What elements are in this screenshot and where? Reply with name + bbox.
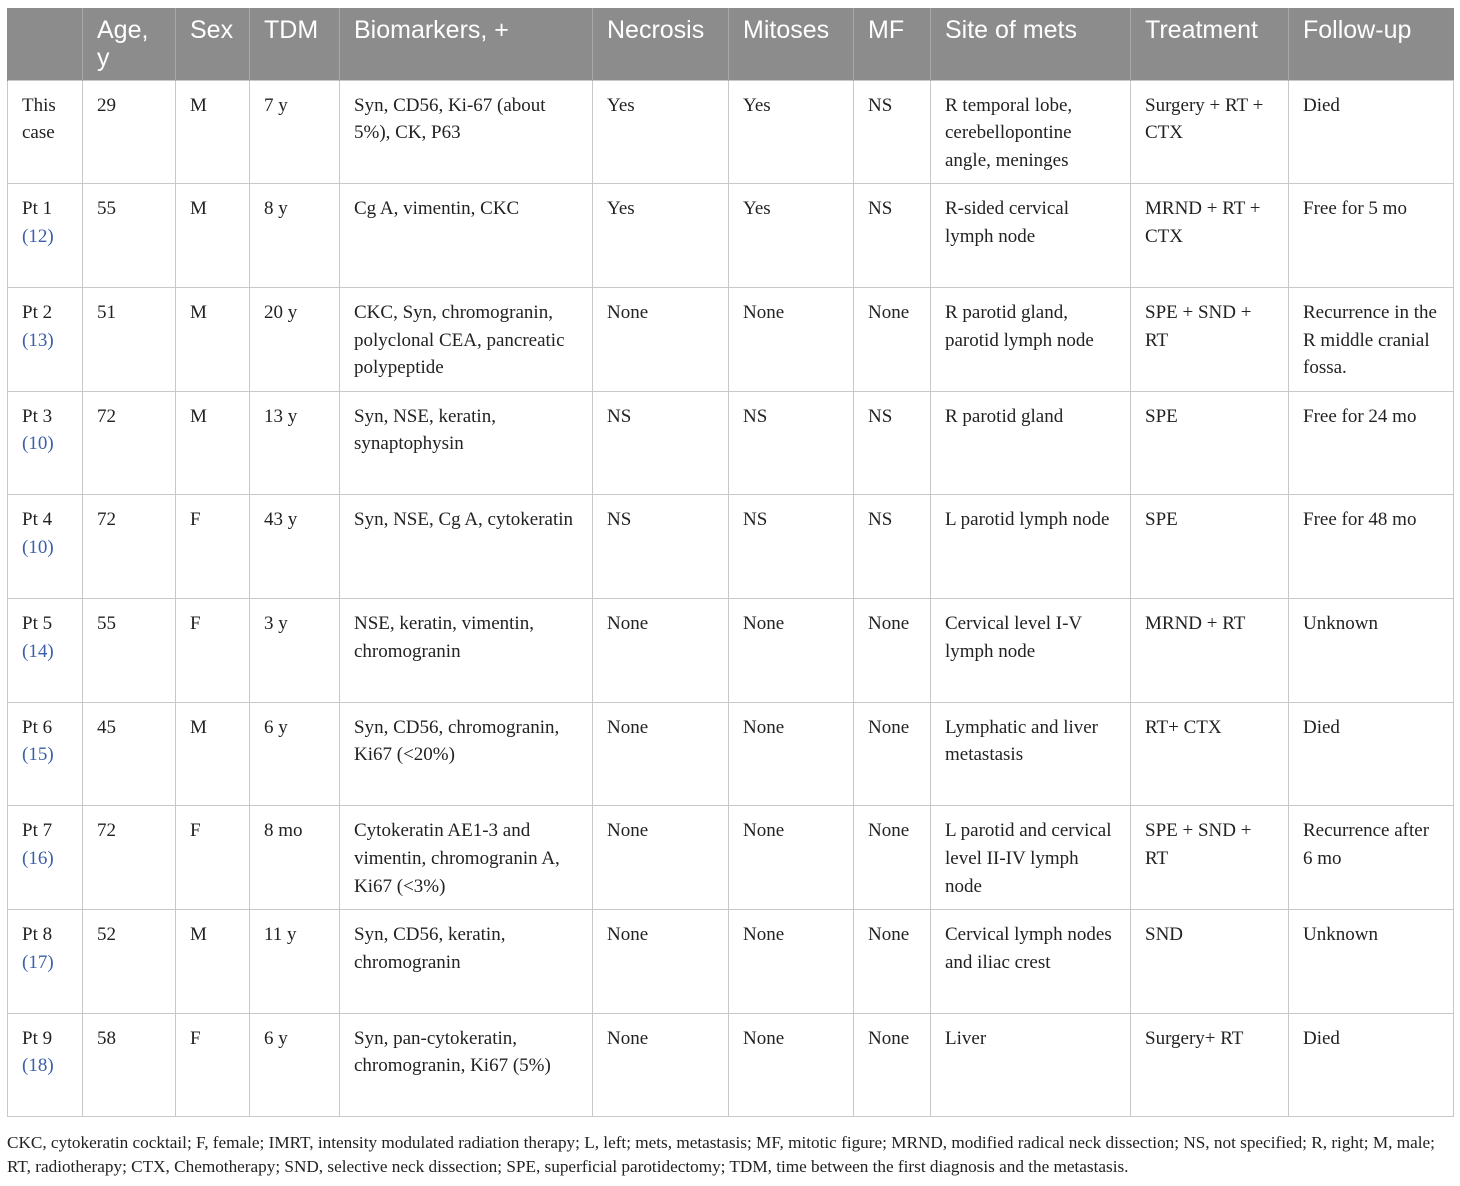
necrosis-cell: None <box>593 806 729 910</box>
treatment-cell: MRND + RT <box>1131 598 1289 702</box>
follow-up-cell: Free for 5 mo <box>1289 184 1454 288</box>
mitoses-cell: NS <box>729 391 854 495</box>
header-site: Site of mets <box>931 8 1131 80</box>
site-of-mets-cell: L parotid lymph node <box>931 495 1131 599</box>
sex-cell: F <box>176 806 250 910</box>
header-mf: MF <box>854 8 931 80</box>
follow-up-cell: Recurrence in the R middle cranial fossa. <box>1289 287 1454 391</box>
patient-cell <box>8 806 83 910</box>
treatment-cell: SPE <box>1131 495 1289 599</box>
header-age: Age, y <box>83 8 176 80</box>
mitoses-cell: None <box>729 598 854 702</box>
patient-cell <box>8 1013 83 1117</box>
sex-cell: M <box>176 391 250 495</box>
table-row <box>8 495 1454 599</box>
table-row <box>8 910 1454 1014</box>
table-row <box>8 702 1454 806</box>
treatment-cell: RT+ CTX <box>1131 702 1289 806</box>
patient-cell <box>8 80 83 184</box>
biomarkers-cell: Syn, pan-cytokeratin, chromogranin, Ki67 (5%) <box>340 1013 593 1117</box>
header-followup: Follow-up <box>1289 8 1454 80</box>
site-of-mets-cell: R-sided cervical lymph node <box>931 184 1131 288</box>
tdm-cell: 8 y <box>250 184 340 288</box>
age-cell: 51 <box>83 287 176 391</box>
age-cell: 72 <box>83 391 176 495</box>
patient-label: Pt 1 <box>22 198 53 220</box>
mitoses-cell: Yes <box>729 80 854 184</box>
reference-link[interactable]: (17) <box>22 951 54 973</box>
biomarkers-cell: Syn, CD56, keratin, chromogranin <box>340 910 593 1014</box>
case-comparison-table <box>7 8 1454 1117</box>
mf-cell: NS <box>854 184 931 288</box>
table-row <box>8 184 1454 288</box>
biomarkers-cell: Syn, CD56, Ki-67 (about 5%), CK, P63 <box>340 80 593 184</box>
reference-link[interactable]: (12) <box>22 225 54 247</box>
tdm-cell: 13 y <box>250 391 340 495</box>
mf-cell: None <box>854 1013 931 1117</box>
table-footnote: CKC, cytokeratin cocktail; F, female; IMRT, intensity modulated radiation therapy; L, left; mets, metastasis; MF, mitotic figure; MRND, modified radical neck dissection; NS, not specified; R, right; M, male; RT, radiotherapy; CTX, Chemotherapy; SND, selective neck dissection; SPE, superficial parotidectomy; TDM, time between the first diagnosis and the metastasis. <box>7 1133 1435 1176</box>
mf-cell: NS <box>854 391 931 495</box>
site-of-mets-cell: Lymphatic and liver metastasis <box>931 702 1131 806</box>
header-mitoses: Mitoses <box>729 8 854 80</box>
biomarkers-cell: Syn, CD56, chromogranin, Ki67 (<20%) <box>340 702 593 806</box>
sex-cell: M <box>176 184 250 288</box>
age-cell: 55 <box>83 184 176 288</box>
reference-link[interactable]: (16) <box>22 848 54 870</box>
patient-label: Pt 7 <box>22 820 53 842</box>
sex-cell: M <box>176 702 250 806</box>
follow-up-cell: Free for 48 mo <box>1289 495 1454 599</box>
necrosis-cell: Yes <box>593 184 729 288</box>
mitoses-cell: None <box>729 910 854 1014</box>
tdm-cell: 20 y <box>250 287 340 391</box>
header-treatment: Treatment <box>1131 8 1289 80</box>
biomarkers-cell: Cytokeratin AE1-3 and vimentin, chromogranin A, Ki67 (<3%) <box>340 806 593 910</box>
treatment-cell: Surgery + RT + CTX <box>1131 80 1289 184</box>
reference-link[interactable]: (14) <box>22 640 54 662</box>
case-comparison-table-container <box>7 8 1453 1117</box>
header-necrosis: Necrosis <box>593 8 729 80</box>
header-tdm: TDM <box>250 8 340 80</box>
header-biomarkers: Biomarkers, + <box>340 8 593 80</box>
mf-cell: NS <box>854 80 931 184</box>
treatment-cell: SPE <box>1131 391 1289 495</box>
patient-label: Pt 8 <box>22 924 53 945</box>
table-row <box>8 80 1454 184</box>
table-row <box>8 287 1454 391</box>
biomarkers-cell: CKC, Syn, chromogranin, polyclonal CEA, pancreatic polypeptide <box>340 287 593 391</box>
tdm-cell: 6 y <box>250 702 340 806</box>
mitoses-cell: Yes <box>729 184 854 288</box>
patient-label: Pt 4 <box>22 509 53 531</box>
tdm-cell: 3 y <box>250 598 340 702</box>
patient-label: Pt 5 <box>22 612 53 634</box>
table-row <box>8 391 1454 495</box>
mitoses-cell: None <box>729 1013 854 1117</box>
site-of-mets-cell: L parotid and cervical level II-IV lymph node <box>931 806 1131 910</box>
necrosis-cell: None <box>593 910 729 1014</box>
necrosis-cell: NS <box>593 391 729 495</box>
patient-label: This case <box>22 94 56 144</box>
sex-cell: F <box>176 598 250 702</box>
mf-cell: None <box>854 806 931 910</box>
follow-up-cell: Died <box>1289 1013 1454 1117</box>
reference-link[interactable]: (15) <box>22 744 54 766</box>
age-cell: 52 <box>83 910 176 1014</box>
mitoses-cell: None <box>729 702 854 806</box>
treatment-cell: SND <box>1131 910 1289 1014</box>
patient-cell <box>8 495 83 599</box>
mitoses-cell: None <box>729 287 854 391</box>
necrosis-cell: None <box>593 702 729 806</box>
mf-cell: NS <box>854 495 931 599</box>
biomarkers-cell: NSE, keratin, vimentin, chromogranin <box>340 598 593 702</box>
age-cell: 72 <box>83 806 176 910</box>
sex-cell: M <box>176 910 250 1014</box>
necrosis-cell: None <box>593 1013 729 1117</box>
biomarkers-cell: Syn, NSE, Cg A, cytokeratin <box>340 495 593 599</box>
tdm-cell: 7 y <box>250 80 340 184</box>
biomarkers-cell: Cg A, vimentin, CKC <box>340 184 593 288</box>
necrosis-cell: None <box>593 287 729 391</box>
patient-cell <box>8 391 83 495</box>
mitoses-cell: NS <box>729 495 854 599</box>
age-cell: 45 <box>83 702 176 806</box>
treatment-cell: MRND + RT + CTX <box>1131 184 1289 288</box>
site-of-mets-cell: R parotid gland <box>931 391 1131 495</box>
sex-cell: F <box>176 1013 250 1117</box>
patient-cell <box>8 702 83 806</box>
follow-up-cell: Died <box>1289 80 1454 184</box>
mf-cell: None <box>854 702 931 806</box>
table-row <box>8 806 1454 910</box>
reference-link[interactable]: (10) <box>22 433 54 455</box>
mf-cell: None <box>854 910 931 1014</box>
table-header-row <box>8 8 1454 80</box>
table-row <box>8 1013 1454 1117</box>
mf-cell: None <box>854 287 931 391</box>
table-row <box>8 598 1454 702</box>
follow-up-cell: Unknown <box>1289 910 1454 1014</box>
sex-cell: F <box>176 495 250 599</box>
patient-label: Pt 2 <box>22 301 53 323</box>
necrosis-cell: NS <box>593 495 729 599</box>
follow-up-cell: Recurrence after 6 mo <box>1289 806 1454 910</box>
follow-up-cell: Unknown <box>1289 598 1454 702</box>
mitoses-cell: None <box>729 806 854 910</box>
site-of-mets-cell: R temporal lobe, cerebellopontine angle, meninges <box>931 80 1131 184</box>
age-cell: 72 <box>83 495 176 599</box>
tdm-cell: 11 y <box>250 910 340 1014</box>
patient-cell <box>8 910 83 1014</box>
age-cell: 58 <box>83 1013 176 1117</box>
tdm-cell: 43 y <box>250 495 340 599</box>
site-of-mets-cell: R parotid gland, parotid lymph node <box>931 287 1131 391</box>
site-of-mets-cell: Cervical lymph nodes and iliac crest <box>931 910 1131 1014</box>
treatment-cell: SPE + SND + RT <box>1131 806 1289 910</box>
sex-cell: M <box>176 287 250 391</box>
header-sex: Sex <box>176 8 250 80</box>
patient-cell <box>8 287 83 391</box>
treatment-cell: SPE + SND + RT <box>1131 287 1289 391</box>
reference-link[interactable]: (10) <box>22 536 54 558</box>
site-of-mets-cell: Liver <box>931 1013 1131 1117</box>
biomarkers-cell: Syn, NSE, keratin, synaptophysin <box>340 391 593 495</box>
site-of-mets-cell: Cervical level I-V lymph node <box>931 598 1131 702</box>
tdm-cell: 6 y <box>250 1013 340 1117</box>
table-body <box>8 80 1454 1117</box>
treatment-cell: Surgery+ RT <box>1131 1013 1289 1117</box>
necrosis-cell: Yes <box>593 80 729 184</box>
reference-link[interactable]: (18) <box>22 1055 54 1077</box>
follow-up-cell: Free for 24 mo <box>1289 391 1454 495</box>
necrosis-cell: None <box>593 598 729 702</box>
follow-up-cell: Died <box>1289 702 1454 806</box>
reference-link[interactable]: (13) <box>22 329 54 351</box>
mf-cell: None <box>854 598 931 702</box>
patient-label: Pt 6 <box>22 716 53 738</box>
patient-cell <box>8 184 83 288</box>
age-cell: 29 <box>83 80 176 184</box>
patient-cell <box>8 598 83 702</box>
age-cell: 55 <box>83 598 176 702</box>
patient-label: Pt 3 <box>22 405 53 427</box>
header-patient <box>8 8 83 80</box>
tdm-cell: 8 mo <box>250 806 340 910</box>
sex-cell: M <box>176 80 250 184</box>
patient-label: Pt 9 <box>22 1027 53 1049</box>
